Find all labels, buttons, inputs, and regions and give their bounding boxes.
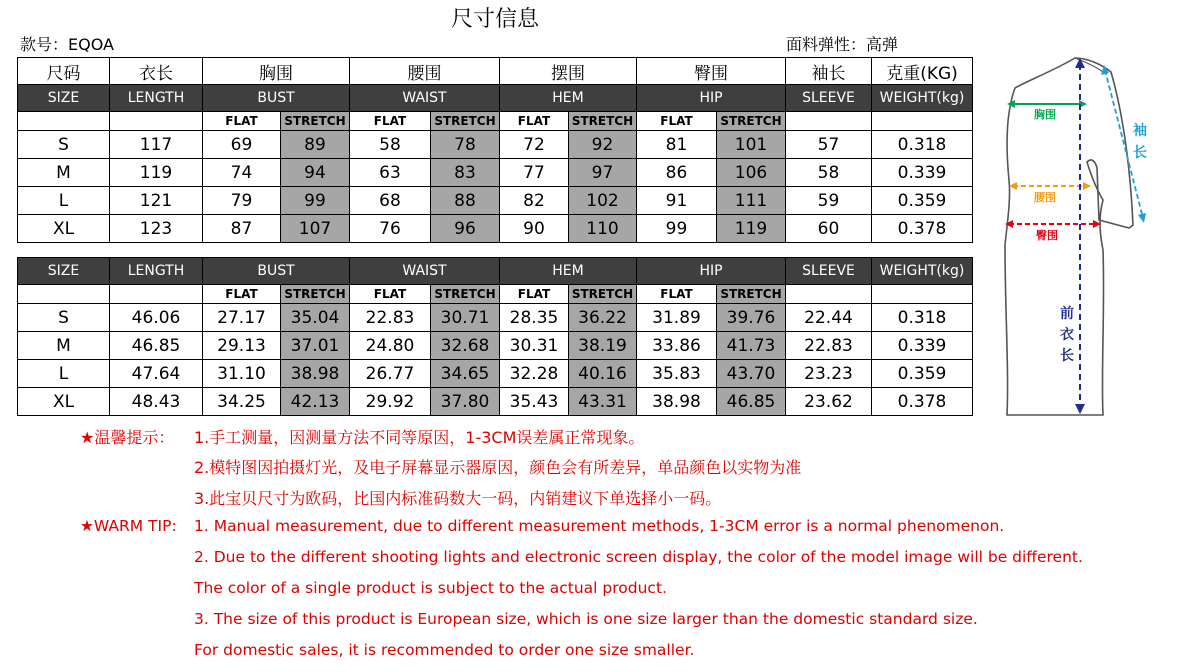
header-cn-length: 衣长	[110, 58, 203, 85]
value-cell: 22.83	[786, 332, 872, 360]
sub-flat: FLAT	[350, 285, 431, 304]
value-cell: 23.62	[786, 388, 872, 416]
sub-stretch: STRETCH	[431, 112, 500, 131]
value-cell: 22.83	[350, 304, 431, 332]
value-cell: 97	[569, 159, 637, 187]
table-row	[18, 332, 973, 360]
table-inch-body	[18, 304, 973, 416]
header-length: LENGTH	[110, 85, 203, 112]
value-cell: 38.19	[569, 332, 637, 360]
value-cell: 74	[203, 159, 281, 187]
header-sleeve: SLEEVE	[786, 85, 872, 112]
value-cell: 90	[500, 215, 569, 243]
table-row	[18, 159, 973, 187]
size-cell: S	[18, 131, 110, 159]
value-cell: 33.86	[637, 332, 717, 360]
value-cell: 22.44	[786, 304, 872, 332]
value-cell: 0.339	[872, 332, 973, 360]
header-weight: WEIGHT(kg)	[872, 258, 973, 285]
table-row	[18, 360, 973, 388]
tip-cn-line-3: 3.此宝贝尺寸为欧码，比国内标准码数大一码，内销建议下单选择小一码。	[194, 489, 722, 508]
table-row	[18, 388, 973, 416]
header-length: LENGTH	[110, 258, 203, 285]
sub-empty	[872, 112, 973, 131]
value-cell: 30.31	[500, 332, 569, 360]
value-cell: 78	[431, 131, 500, 159]
value-cell: 60	[786, 215, 872, 243]
value-cell: 99	[281, 187, 350, 215]
header-sleeve: SLEEVE	[786, 258, 872, 285]
header-waist: WAIST	[350, 85, 500, 112]
value-cell: 31.89	[637, 304, 717, 332]
sub-empty	[18, 112, 110, 131]
value-cell: 30.71	[431, 304, 500, 332]
sub-stretch: STRETCH	[281, 285, 350, 304]
value-cell: 77	[500, 159, 569, 187]
value-cell: 23.23	[786, 360, 872, 388]
sub-stretch: STRETCH	[569, 112, 637, 131]
header-cn-waist: 腰围	[350, 58, 500, 85]
header-weight: WEIGHT(kg)	[872, 85, 973, 112]
value-cell: 0.378	[872, 215, 973, 243]
size-cell: M	[18, 159, 110, 187]
table-row	[18, 187, 973, 215]
value-cell: 94	[281, 159, 350, 187]
header-cn-sleeve: 袖长	[786, 58, 872, 85]
sub-stretch: STRETCH	[717, 112, 786, 131]
sub-empty	[18, 285, 110, 304]
sub-stretch: STRETCH	[281, 112, 350, 131]
value-cell: 26.77	[350, 360, 431, 388]
value-cell: 63	[350, 159, 431, 187]
tip-en-line-2: 2. Due to the different shooting lights and electronic screen display, the color of the model image will be different.	[194, 548, 1083, 566]
size-cell: S	[18, 304, 110, 332]
value-cell: 0.318	[872, 131, 973, 159]
value-cell: 32.68	[431, 332, 500, 360]
tip-en-line-1: 1. Manual measurement, due to different measurement methods, 1-3CM error is a normal phenomenon.	[194, 517, 1005, 535]
sub-stretch: STRETCH	[431, 285, 500, 304]
tip-cn-label: ★温馨提示：	[80, 428, 175, 447]
warm-tip-label	[80, 517, 177, 535]
chinese-header-row	[18, 58, 973, 85]
value-cell: 59	[786, 187, 872, 215]
value-cell: 83	[431, 159, 500, 187]
header-hem: HEM	[500, 258, 637, 285]
table-row	[18, 215, 973, 243]
value-cell: 29.13	[203, 332, 281, 360]
model-number: 款号：EQOA	[20, 35, 114, 54]
value-cell: 28.35	[500, 304, 569, 332]
header-size: SIZE	[18, 85, 110, 112]
sub-stretch: STRETCH	[569, 285, 637, 304]
value-cell: 111	[717, 187, 786, 215]
value-cell: 99	[637, 215, 717, 243]
value-cell: 86	[637, 159, 717, 187]
sub-flat: FLAT	[500, 112, 569, 131]
value-cell: 40.16	[569, 360, 637, 388]
value-cell: 81	[637, 131, 717, 159]
header-cn-size: 尺码	[18, 58, 110, 85]
header-waist: WAIST	[350, 258, 500, 285]
value-cell: 82	[500, 187, 569, 215]
value-cell: 58	[350, 131, 431, 159]
header-size: SIZE	[18, 258, 110, 285]
value-cell: 57	[786, 131, 872, 159]
value-cell: 24.80	[350, 332, 431, 360]
value-cell: 38.98	[281, 360, 350, 388]
header-cn-hem: 摆围	[500, 58, 637, 85]
bust-label: 胸围	[1034, 108, 1056, 121]
tip-en-line-3: The color of a single product is subject to the actual product.	[194, 579, 667, 597]
table-row	[18, 131, 973, 159]
value-cell: 48.43	[110, 388, 203, 416]
value-cell: 47.64	[110, 360, 203, 388]
value-cell: 46.85	[717, 388, 786, 416]
value-cell: 117	[110, 131, 203, 159]
front-length-label-1: 前	[1060, 306, 1074, 322]
value-cell: 0.359	[872, 360, 973, 388]
size-table-inch	[17, 257, 973, 416]
sub-flat: FLAT	[203, 285, 281, 304]
value-cell: 37.80	[431, 388, 500, 416]
header-cn-bust: 胸围	[203, 58, 350, 85]
value-cell: 29.92	[350, 388, 431, 416]
sleeve-label-2: 长	[1133, 145, 1147, 161]
table-cm-body	[18, 131, 973, 243]
waist-label: 腰围	[1034, 191, 1056, 204]
value-cell: 38.98	[637, 388, 717, 416]
value-cell: 41.73	[717, 332, 786, 360]
sub-flat: FLAT	[350, 112, 431, 131]
value-cell: 119	[110, 159, 203, 187]
sub-empty	[110, 285, 203, 304]
english-header-row	[18, 85, 973, 112]
value-cell: 91	[637, 187, 717, 215]
sub-empty	[786, 112, 872, 131]
size-table-cm	[17, 57, 973, 243]
tip-en-line-5: For domestic sales, it is recommended to order one size smaller.	[194, 641, 695, 659]
tip-cn-line-2: 2.模特图因拍摄灯光，及电子屏幕显示器原因，颜色会有所差异，单品颜色以实物为准	[194, 458, 802, 477]
front-length-label-2: 衣	[1060, 327, 1074, 343]
value-cell: 119	[717, 215, 786, 243]
value-cell: 31.10	[203, 360, 281, 388]
value-cell: 35.83	[637, 360, 717, 388]
tip-cn-line-1: 1.手工测量，因测量方法不同等原因，1-3CM误差属正常现象。	[194, 428, 645, 447]
warm-tip-text: WARM TIP:	[93, 517, 177, 535]
header-cn-weight: 克重(KG)	[872, 58, 973, 85]
value-cell: 107	[281, 215, 350, 243]
value-cell: 0.378	[872, 388, 973, 416]
value-cell: 32.28	[500, 360, 569, 388]
value-cell: 27.17	[203, 304, 281, 332]
value-cell: 42.13	[281, 388, 350, 416]
value-cell: 87	[203, 215, 281, 243]
value-cell: 89	[281, 131, 350, 159]
header-hip: HIP	[637, 85, 786, 112]
header-bust: BUST	[203, 85, 350, 112]
value-cell: 69	[203, 131, 281, 159]
value-cell: 102	[569, 187, 637, 215]
size-cell: XL	[18, 388, 110, 416]
value-cell: 34.25	[203, 388, 281, 416]
value-cell: 36.22	[569, 304, 637, 332]
value-cell: 43.70	[717, 360, 786, 388]
sub-flat: FLAT	[203, 112, 281, 131]
value-cell: 123	[110, 215, 203, 243]
value-cell: 92	[569, 131, 637, 159]
sub-empty	[110, 112, 203, 131]
hip-label: 臀围	[1036, 229, 1058, 242]
value-cell: 106	[717, 159, 786, 187]
header-cn-hip: 臀围	[637, 58, 786, 85]
value-cell: 35.43	[500, 388, 569, 416]
fabric-elasticity: 面料弹性：高弹	[786, 35, 899, 54]
page-title: 尺寸信息	[450, 7, 539, 32]
size-cell: XL	[18, 215, 110, 243]
tip-en-line-4: 3. The size of this product is European size, which is one size larger than the domestic standard size.	[194, 610, 978, 628]
value-cell: 88	[431, 187, 500, 215]
value-cell: 46.85	[110, 332, 203, 360]
value-cell: 39.76	[717, 304, 786, 332]
flat-stretch-row	[18, 285, 973, 304]
value-cell: 76	[350, 215, 431, 243]
value-cell: 72	[500, 131, 569, 159]
sub-empty	[872, 285, 973, 304]
value-cell: 110	[569, 215, 637, 243]
sub-empty	[786, 285, 872, 304]
sleeve-label-1: 袖	[1133, 123, 1147, 139]
value-cell: 0.318	[872, 304, 973, 332]
header-hip: HIP	[637, 258, 786, 285]
value-cell: 35.04	[281, 304, 350, 332]
size-cell: M	[18, 332, 110, 360]
value-cell: 101	[717, 131, 786, 159]
value-cell: 46.06	[110, 304, 203, 332]
value-cell: 96	[431, 215, 500, 243]
value-cell: 0.339	[872, 159, 973, 187]
sub-stretch: STRETCH	[717, 285, 786, 304]
front-length-label-3: 长	[1060, 348, 1074, 364]
value-cell: 58	[786, 159, 872, 187]
flat-stretch-row	[18, 112, 973, 131]
english-header-row	[18, 258, 973, 285]
sub-flat: FLAT	[500, 285, 569, 304]
garment-figure	[995, 50, 1165, 425]
value-cell: 43.31	[569, 388, 637, 416]
sub-flat: FLAT	[637, 112, 717, 131]
table-row	[18, 304, 973, 332]
sub-flat: FLAT	[637, 285, 717, 304]
star-icon: ★	[80, 517, 94, 535]
size-cell: L	[18, 187, 110, 215]
value-cell: 79	[203, 187, 281, 215]
header-bust: BUST	[203, 258, 350, 285]
size-cell: L	[18, 360, 110, 388]
value-cell: 68	[350, 187, 431, 215]
value-cell: 121	[110, 187, 203, 215]
value-cell: 34.65	[431, 360, 500, 388]
value-cell: 0.359	[872, 187, 973, 215]
value-cell: 37.01	[281, 332, 350, 360]
header-hem: HEM	[500, 85, 637, 112]
